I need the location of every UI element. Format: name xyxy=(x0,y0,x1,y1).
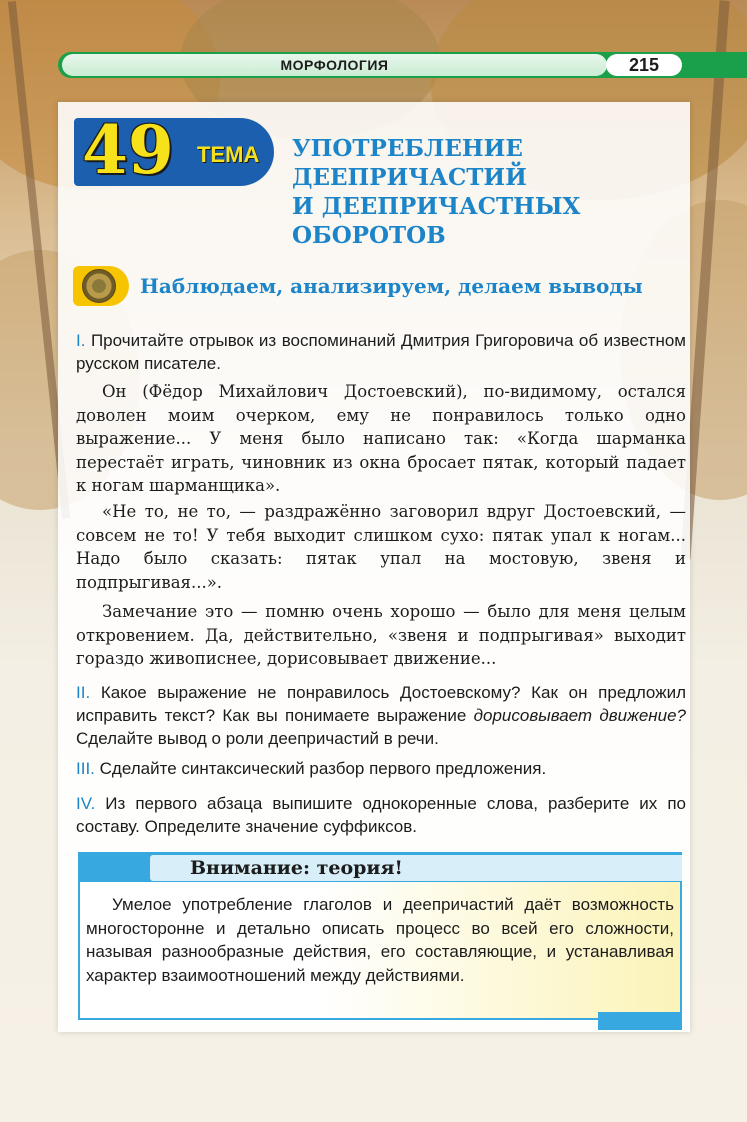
disc-shape xyxy=(82,269,116,303)
task-text: Сделайте вывод о роли деепричастий в речи. xyxy=(76,729,439,748)
quote-paragraph: Он (Фёдор Михайлович Достоевский), по-видимому, остался доволен моим очерком, ему не понравилось только одно выражение... У меня было написано так: «Когда шарманка перестаёт играть, чиновник из окна бросает пятак, который падает к ногам шарманщика». xyxy=(76,382,686,496)
magnifier-disc-icon xyxy=(73,266,129,306)
task-4 xyxy=(76,792,686,838)
task-1 xyxy=(76,329,686,375)
topic-title-line: И ДЕЕПРИЧАСТНЫХ xyxy=(292,193,581,220)
section-title: МОРФОЛОГИЯ xyxy=(62,54,607,76)
theory-text: Умелое употребление глаголов и деепричастий даёт возможность многосторонне и детально описать процесс во всей его сложности, называя разнообразные действия, его составляющие, и устанавливая характер взаимоотношений между действиями. xyxy=(86,895,674,985)
task-text-italic: дорисовывает движение? xyxy=(473,706,686,725)
topic-title-line: ОБОРОТОВ xyxy=(292,222,446,249)
page-number: 215 xyxy=(606,54,682,76)
topic-title xyxy=(292,134,672,250)
task-text: Из первого абзаца выпишите однокоренные слова, разберите их по составу. Определите значение суффиксов. xyxy=(76,794,686,836)
theory-footer-bar xyxy=(598,1012,682,1030)
task-number: I. xyxy=(76,331,86,350)
quote-paragraph: Замечание это — помню очень хорошо — было для меня целым откровением. Да, действительно, «звеня и подпрыгивая» выходит гораздо живописнее, дорисовывает движение... xyxy=(76,602,686,669)
quote-paragraph: «Не то, не то, — раздражённо заговорил вдруг Достоевский, — совсем не то! У тебя выходит слишком сухо: пятак упал к ногам... Надо было сказать: пятак упал на мостовую, звеня и подпрыгивая...». xyxy=(76,502,686,592)
task-text: Какое выражение не понравилось Достоевскому? Как он предложил исправить текст? Как вы понимаете выражение xyxy=(76,683,686,725)
task-2 xyxy=(76,681,686,750)
topic-title-line: ДЕЕПРИЧАСТИЙ xyxy=(292,164,527,191)
theory-title: Внимание: теория! xyxy=(190,857,403,879)
task-3 xyxy=(76,757,686,780)
task-text: Сделайте синтаксический разбор первого предложения. xyxy=(99,759,547,778)
task-number: II. xyxy=(76,683,91,702)
topic-title-line: УПОТРЕБЛЕНИЕ xyxy=(292,135,523,162)
topic-label: ТЕМА xyxy=(197,142,260,167)
task-text: Прочитайте отрывок из воспоминаний Дмитрия Григоровича об известном русском писателе. xyxy=(76,331,686,373)
observe-heading: Наблюдаем, анализируем, делаем выводы xyxy=(140,274,643,298)
task-number: IV. xyxy=(76,794,96,813)
task-number: III. xyxy=(76,759,95,778)
topic-number: 49 xyxy=(82,111,174,189)
